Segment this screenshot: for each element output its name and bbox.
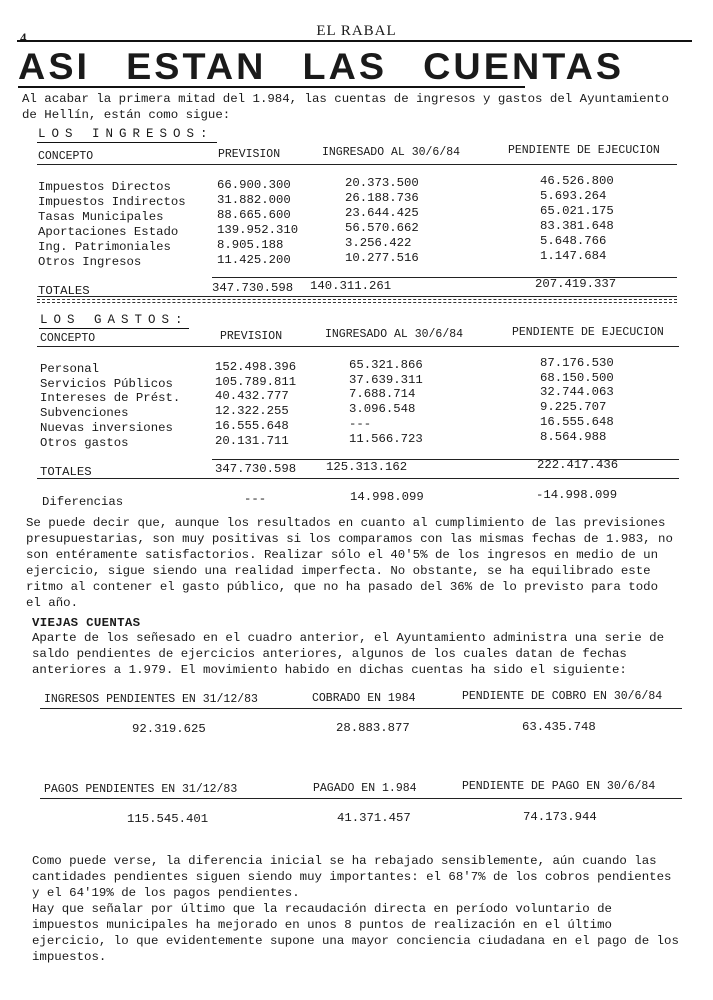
cell-ingresado: 10.277.516 <box>345 251 419 265</box>
cobrado-value: 28.883.877 <box>336 721 410 735</box>
section-divider <box>37 302 677 303</box>
cell-ingresado: 23.644.425 <box>345 206 419 220</box>
headline: ASI ESTAN LAS CUENTAS <box>18 46 625 87</box>
comment-line: son entéramente satisfactorios. Realizar sólo el 40'5% de los ingresos en medio de un <box>26 548 659 562</box>
cell-pendiente: 5.648.766 <box>540 234 607 248</box>
viejas-cuentas-paragraph <box>32 630 664 678</box>
ingresos-section-title: LOS INGRESOS: <box>38 127 214 141</box>
cell-ingresado: 11.566.723 <box>349 431 423 446</box>
cell-pendiente: 46.526.800 <box>540 174 614 188</box>
cell-ingresado: --- <box>349 416 372 431</box>
cell-ingresado: 7.688.714 <box>349 387 416 402</box>
closing-line: Hay que señalar por último que la recaudación directa en período voluntario de <box>32 902 612 916</box>
cell-concepto: Otros gastos <box>40 435 129 450</box>
cell-ingresado: 3.256.422 <box>345 236 412 250</box>
cell-concepto: Nuevas inversiones <box>40 420 173 435</box>
pendiente-cobro-value: 63.435.748 <box>522 720 596 734</box>
closing-line: y el 64'19% de los pagos pendientes. <box>32 886 300 900</box>
cell-pendiente: 8.564.988 <box>540 429 607 444</box>
comment-line: el año. <box>26 596 79 610</box>
cell-prevision: 105.789.811 <box>215 374 297 389</box>
gastos-header-prevision: PREVISION <box>220 330 283 343</box>
gastos-header-concepto: CONCEPTO <box>40 332 96 345</box>
intro-line: de Hellín, están como sigue: <box>22 108 231 122</box>
headline-rule <box>18 86 525 88</box>
cell-prevision: 8.905.188 <box>217 238 284 252</box>
gastos-section-title: LOS GASTOS: <box>40 313 189 327</box>
gastos-header-ingresado: INGRESADO AL 30/6/84 <box>325 328 464 341</box>
closing-line: impuestos municipales ha mejorado en unos 8 puntos de realización en el último <box>32 918 612 932</box>
cell-prevision: 66.900.300 <box>217 178 291 192</box>
pagos-pendientes-value: 115.545.401 <box>127 812 209 826</box>
diferencias-pendiente: -14.998.099 <box>536 488 618 502</box>
cell-prevision: 20.131.711 <box>215 433 289 448</box>
ingresos-totals-bottom-rule <box>37 296 677 297</box>
intro-paragraph <box>22 91 669 123</box>
intro-line: Al acabar la primera mitad del 1.984, las cuentas de ingresos y gastos del Ayuntamiento <box>22 92 669 106</box>
header-rule <box>17 40 692 42</box>
pagos-pendientes-header: PAGOS PENDIENTES EN 31/12/83 <box>44 783 238 796</box>
viejas-cuentas-title: VIEJAS CUENTAS <box>32 616 141 630</box>
cell-concepto: Aportaciones Estado <box>38 225 179 239</box>
ingresos-title-rule <box>37 142 217 143</box>
cell-concepto: Otros Ingresos <box>38 255 142 269</box>
gastos-totals-ingresado: 125.313.162 <box>326 460 408 474</box>
comment-line: ritmo al contener el gasto público, que no ha pasado del 36% de lo previsto para todo <box>26 580 659 594</box>
cell-concepto: Servicios Públicos <box>40 376 173 391</box>
ingresos-pendientes-header: INGRESOS PENDIENTES EN 31/12/83 <box>44 693 258 706</box>
cell-prevision: 139.952.310 <box>217 223 299 237</box>
viejas-line: anteriores a 1.979. El movimiento habido en dichas cuentas ha sido el siguiente: <box>32 663 627 677</box>
cell-pendiente: 32.744.063 <box>540 385 614 400</box>
pendiente-cobro-header: PENDIENTE DE COBRO EN 30/6/84 <box>462 690 663 703</box>
cobrado-header: COBRADO EN 1984 <box>312 692 416 705</box>
cell-prevision: 88.665.600 <box>217 208 291 222</box>
cell-pendiente: 68.150.500 <box>540 370 614 385</box>
section-divider <box>37 299 677 300</box>
cell-concepto: Ing. Patrimoniales <box>38 240 171 254</box>
ingresos-header-pendiente: PENDIENTE DE EJECUCION <box>508 144 660 157</box>
pagado-header: PAGADO EN 1.984 <box>313 782 417 795</box>
ingresos-header-concepto: CONCEPTO <box>38 150 94 163</box>
ingresos-totals-prevision: 347.730.598 <box>212 281 294 295</box>
cell-prevision: 152.498.396 <box>215 360 297 374</box>
cell-pendiente: 83.381.648 <box>540 219 614 233</box>
closing-line: cantidades pendientes siguen siendo muy importantes: el 68'7% de los cobros pendientes <box>32 870 672 884</box>
cell-pendiente: 16.555.648 <box>540 414 614 429</box>
cell-ingresado: 56.570.662 <box>345 221 419 235</box>
cell-prevision: 31.882.000 <box>217 193 291 207</box>
comment-paragraph <box>26 515 673 611</box>
cell-pendiente: 65.021.175 <box>540 204 614 218</box>
page-number: 4 <box>20 30 27 45</box>
cell-pendiente: 87.176.530 <box>540 356 614 370</box>
cell-concepto: Intereses de Prést. <box>40 391 181 406</box>
closing-line: Como puede verse, la diferencia inicial se ha rebajado sensiblemente, aún cuando las <box>32 854 657 868</box>
cell-ingresado: 20.373.500 <box>345 176 419 190</box>
cell-prevision: 40.432.777 <box>215 389 289 404</box>
closing-line: ejercicio, lo que evidentemente supone una mayor conciencia ciudadana en el pago de los <box>32 934 679 948</box>
gastos-totals-prevision: 347.730.598 <box>215 462 297 476</box>
diferencias-prevision: --- <box>244 492 267 506</box>
ingresos-header-prevision: PREVISION <box>218 148 281 161</box>
cell-pendiente: 1.147.684 <box>540 249 607 263</box>
cell-ingresado: 65.321.866 <box>349 358 423 372</box>
viejas-line: saldo pendientes de ejercicios anteriores, algunos de los cuales datan de fechas <box>32 647 627 661</box>
cell-concepto: Personal <box>40 362 100 376</box>
ingresos-header-ingresado: INGRESADO AL 30/6/84 <box>322 146 461 159</box>
closing-paragraph <box>32 853 679 965</box>
ingresos-totals-ingresado: 140.311.261 <box>310 279 392 293</box>
gastos-totals-label: TOTALES <box>40 465 92 479</box>
ingresos-pendientes-value: 92.319.625 <box>132 722 206 736</box>
gastos-totals-bottom-rule <box>37 478 679 479</box>
cell-pendiente: 9.225.707 <box>540 400 607 415</box>
viejas-line: Aparte de los señesado en el cuadro anterior, el Ayuntamiento administra una serie de <box>32 631 665 645</box>
diferencias-ingresado: 14.998.099 <box>350 490 424 504</box>
running-head: EL RABAL <box>316 23 397 39</box>
pendiente-pago-value: 74.173.944 <box>523 810 597 824</box>
cell-prevision: 12.322.255 <box>215 404 289 419</box>
cell-prevision: 11.425.200 <box>217 253 291 267</box>
comment-line: presupuestarias, son muy positivas si los comparamos con las mismas fechas de 1.983, no <box>26 532 673 546</box>
ingresos-totals-label: TOTALES <box>38 284 90 298</box>
comment-line: Se puede decir que, aunque los resultados en cuanto al cumplimiento de las previsiones <box>26 516 666 530</box>
diferencias-label: Diferencias <box>42 495 124 509</box>
cell-concepto: Subvenciones <box>40 406 129 421</box>
cell-ingresado: 37.639.311 <box>349 372 423 387</box>
cell-pendiente: 5.693.264 <box>540 189 607 203</box>
cell-concepto: Tasas Municipales <box>38 210 164 224</box>
ingresos-totals-pendiente: 207.419.337 <box>535 277 617 291</box>
ingresos-header-rule <box>37 164 677 165</box>
pagado-value: 41.371.457 <box>337 811 411 825</box>
pagos-pendientes-rule <box>40 798 682 799</box>
pendiente-pago-header: PENDIENTE DE PAGO EN 30/6/84 <box>462 780 656 793</box>
gastos-totals-pendiente: 222.417.436 <box>537 458 619 472</box>
ingresos-pendientes-rule <box>40 708 682 709</box>
cell-ingresado: 3.096.548 <box>349 402 416 417</box>
gastos-header-pendiente: PENDIENTE DE EJECUCION <box>512 326 664 339</box>
gastos-header-rule <box>37 346 679 347</box>
cell-concepto: Impuestos Indirectos <box>38 195 186 209</box>
comment-line: ejercicio, sigue siendo una realidad imperfecta. No obstante, se ha equilibrado este <box>26 564 651 578</box>
cell-prevision: 16.555.648 <box>215 418 289 433</box>
gastos-title-rule <box>39 328 189 329</box>
cell-concepto: Impuestos Directos <box>38 180 171 194</box>
closing-line: impuestos. <box>32 950 107 964</box>
cell-ingresado: 26.188.736 <box>345 191 419 205</box>
